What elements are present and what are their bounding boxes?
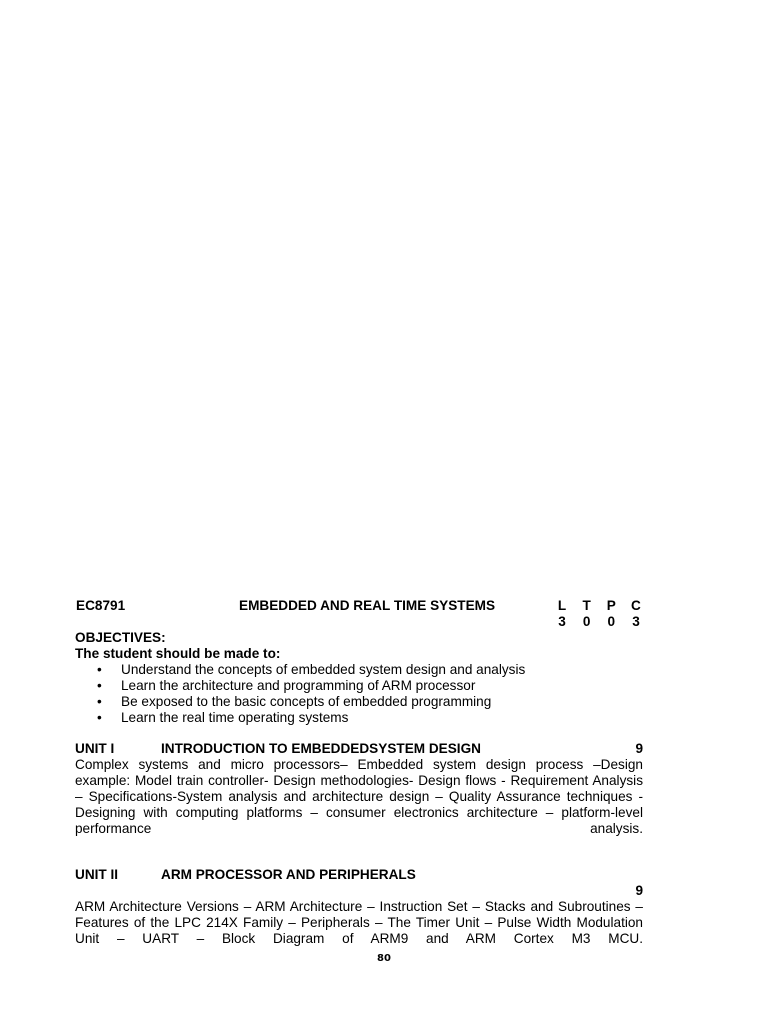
objective-text: Be exposed to the basic concepts of embedded programming — [121, 694, 492, 709]
ltpc-values — [555, 614, 643, 630]
unit-1-title: INTRODUCTION TO EMBEDDEDSYSTEM DESIGN — [161, 741, 481, 756]
ltpc-value-t: 0 — [582, 614, 591, 629]
page-number: 80 — [377, 953, 391, 964]
ltpc-value-c: 3 — [632, 614, 640, 629]
objectives-subheading: The student should be made to: — [75, 646, 281, 661]
ltpc-label-c: C — [631, 598, 641, 613]
bullet-icon: • — [97, 694, 102, 709]
course-title: EMBEDDED AND REAL TIME SYSTEMS — [239, 598, 496, 613]
unit-1-heading — [75, 741, 643, 757]
unit-2-number: UNIT II — [75, 867, 119, 882]
objective-text: Understand the concepts of embedded system design and analysis — [121, 662, 526, 677]
objective-text: Learn the architecture and programming of ARM processor — [121, 678, 476, 693]
bullet-icon: • — [97, 710, 102, 725]
bullet-icon: • — [97, 662, 102, 677]
unit-2-hours: 9 — [635, 883, 643, 898]
ltpc-label-p: P — [606, 598, 616, 613]
unit-1-description: Complex systems and micro processors– Embedded system design process –Design example: Model train controller- Design methodologies- Design flows - Requirement Analysis – Specifications-System analysis and architecture design – Quality Assurance techniques - Designing with computing platforms – consumer electronics architecture – platform-level performance analysis. — [75, 757, 643, 836]
unit-2-title: ARM PROCESSOR AND PERIPHERALS — [161, 867, 416, 882]
course-code: EC8791 — [76, 598, 126, 613]
ltpc-label-t: T — [582, 598, 591, 613]
ltpc-label-l: L — [557, 598, 567, 613]
ltpc-value-p: 0 — [607, 614, 616, 629]
objectives-heading: OBJECTIVES: — [75, 630, 166, 645]
list-item — [75, 662, 643, 678]
ltpc-table — [555, 598, 643, 630]
list-item — [75, 694, 643, 710]
bullet-icon: • — [97, 678, 102, 693]
unit-2-description: ARM Architecture Versions – ARM Architecture – Instruction Set – Stacks and Subroutines – Features of the LPC 214X Family – Peripherals – The Timer Unit – Pulse Width Modulation Unit – UART – Block Diagram of ARM9 and ARM Cortex M3 MCU. — [75, 899, 643, 946]
list-item — [75, 678, 643, 694]
ltpc-labels — [555, 598, 643, 614]
objective-text: Learn the real time operating systems — [121, 710, 349, 725]
unit-2-heading — [75, 867, 643, 883]
objectives-list — [75, 662, 643, 726]
ltpc-value-l: 3 — [558, 614, 566, 629]
list-item — [75, 710, 643, 726]
unit-1-number: UNIT I — [75, 741, 115, 756]
syllabus-content — [75, 598, 643, 963]
unit-1-hours: 9 — [635, 741, 643, 756]
course-header — [75, 598, 643, 630]
